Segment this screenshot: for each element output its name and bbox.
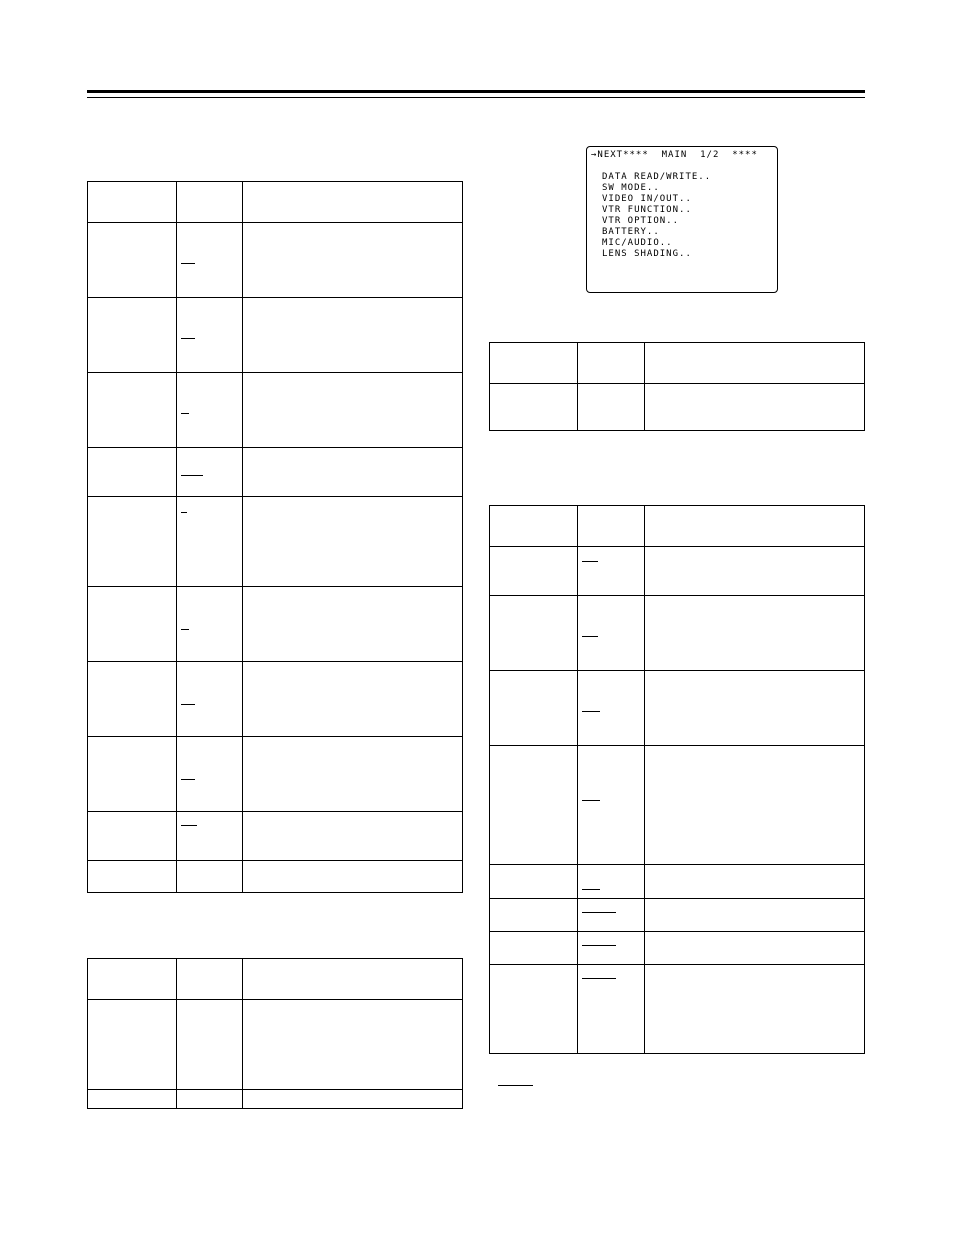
settings-table-left-1: [87, 181, 463, 893]
header-rule-thick: [87, 90, 865, 93]
footnote-underline: [498, 1085, 533, 1086]
default-marker: [582, 912, 616, 913]
default-marker: [181, 475, 203, 476]
table-row: [490, 964, 864, 1053]
table-row: [490, 864, 864, 898]
table-row: [88, 1089, 462, 1108]
default-marker: [582, 889, 600, 890]
table-row: [88, 297, 462, 372]
menu-item: VTR OPTION..: [602, 216, 680, 226]
table-header-row: [88, 959, 462, 999]
default-marker: [181, 512, 187, 513]
default-marker: [181, 263, 195, 264]
menu-item: SW MODE..: [602, 183, 660, 193]
default-marker: [181, 629, 189, 630]
table-row: [88, 661, 462, 736]
default-marker: [582, 561, 598, 562]
settings-table-right-2: [489, 505, 865, 1054]
table-row: [88, 496, 462, 586]
default-marker: [181, 413, 189, 414]
settings-table-right-1: [489, 342, 865, 431]
table-row: [88, 372, 462, 447]
table-row: [490, 898, 864, 931]
default-marker: [181, 825, 197, 826]
default-marker: [582, 945, 616, 946]
table-row: [490, 745, 864, 864]
default-marker: [582, 800, 600, 801]
settings-table-left-2: [87, 958, 463, 1109]
menu-item: MIC/AUDIO..: [602, 238, 673, 248]
table-row: [490, 383, 864, 430]
table-row: [88, 860, 462, 892]
default-marker: [582, 711, 600, 712]
table-row: [88, 222, 462, 297]
default-marker: [582, 978, 616, 979]
default-marker: [181, 338, 195, 339]
default-marker: [181, 779, 195, 780]
menu-item: VIDEO IN/OUT..: [602, 194, 692, 204]
menu-item: BATTERY..: [602, 227, 660, 237]
table-row: [88, 447, 462, 496]
menu-item: DATA READ/WRITE..: [602, 172, 712, 182]
table-row: [490, 595, 864, 670]
menu-list: [602, 172, 711, 260]
table-row: [490, 546, 864, 595]
menu-item: VTR FUNCTION..: [602, 205, 692, 215]
default-marker: [582, 636, 598, 637]
header-rule-thin: [87, 97, 865, 98]
table-row: [490, 670, 864, 745]
table-row: [88, 736, 462, 811]
table-header-row: [88, 182, 462, 222]
default-marker: [181, 704, 195, 705]
menu-header: →NEXT**** MAIN 1/2 ****: [591, 150, 758, 160]
table-row: [88, 586, 462, 661]
table-row: [490, 931, 864, 964]
table-header-row: [490, 343, 864, 383]
menu-item: LENS SHADING..: [602, 249, 692, 259]
table-row: [88, 811, 462, 860]
table-row: [88, 999, 462, 1089]
table-header-row: [490, 506, 864, 546]
main-menu-screen: [586, 146, 778, 293]
